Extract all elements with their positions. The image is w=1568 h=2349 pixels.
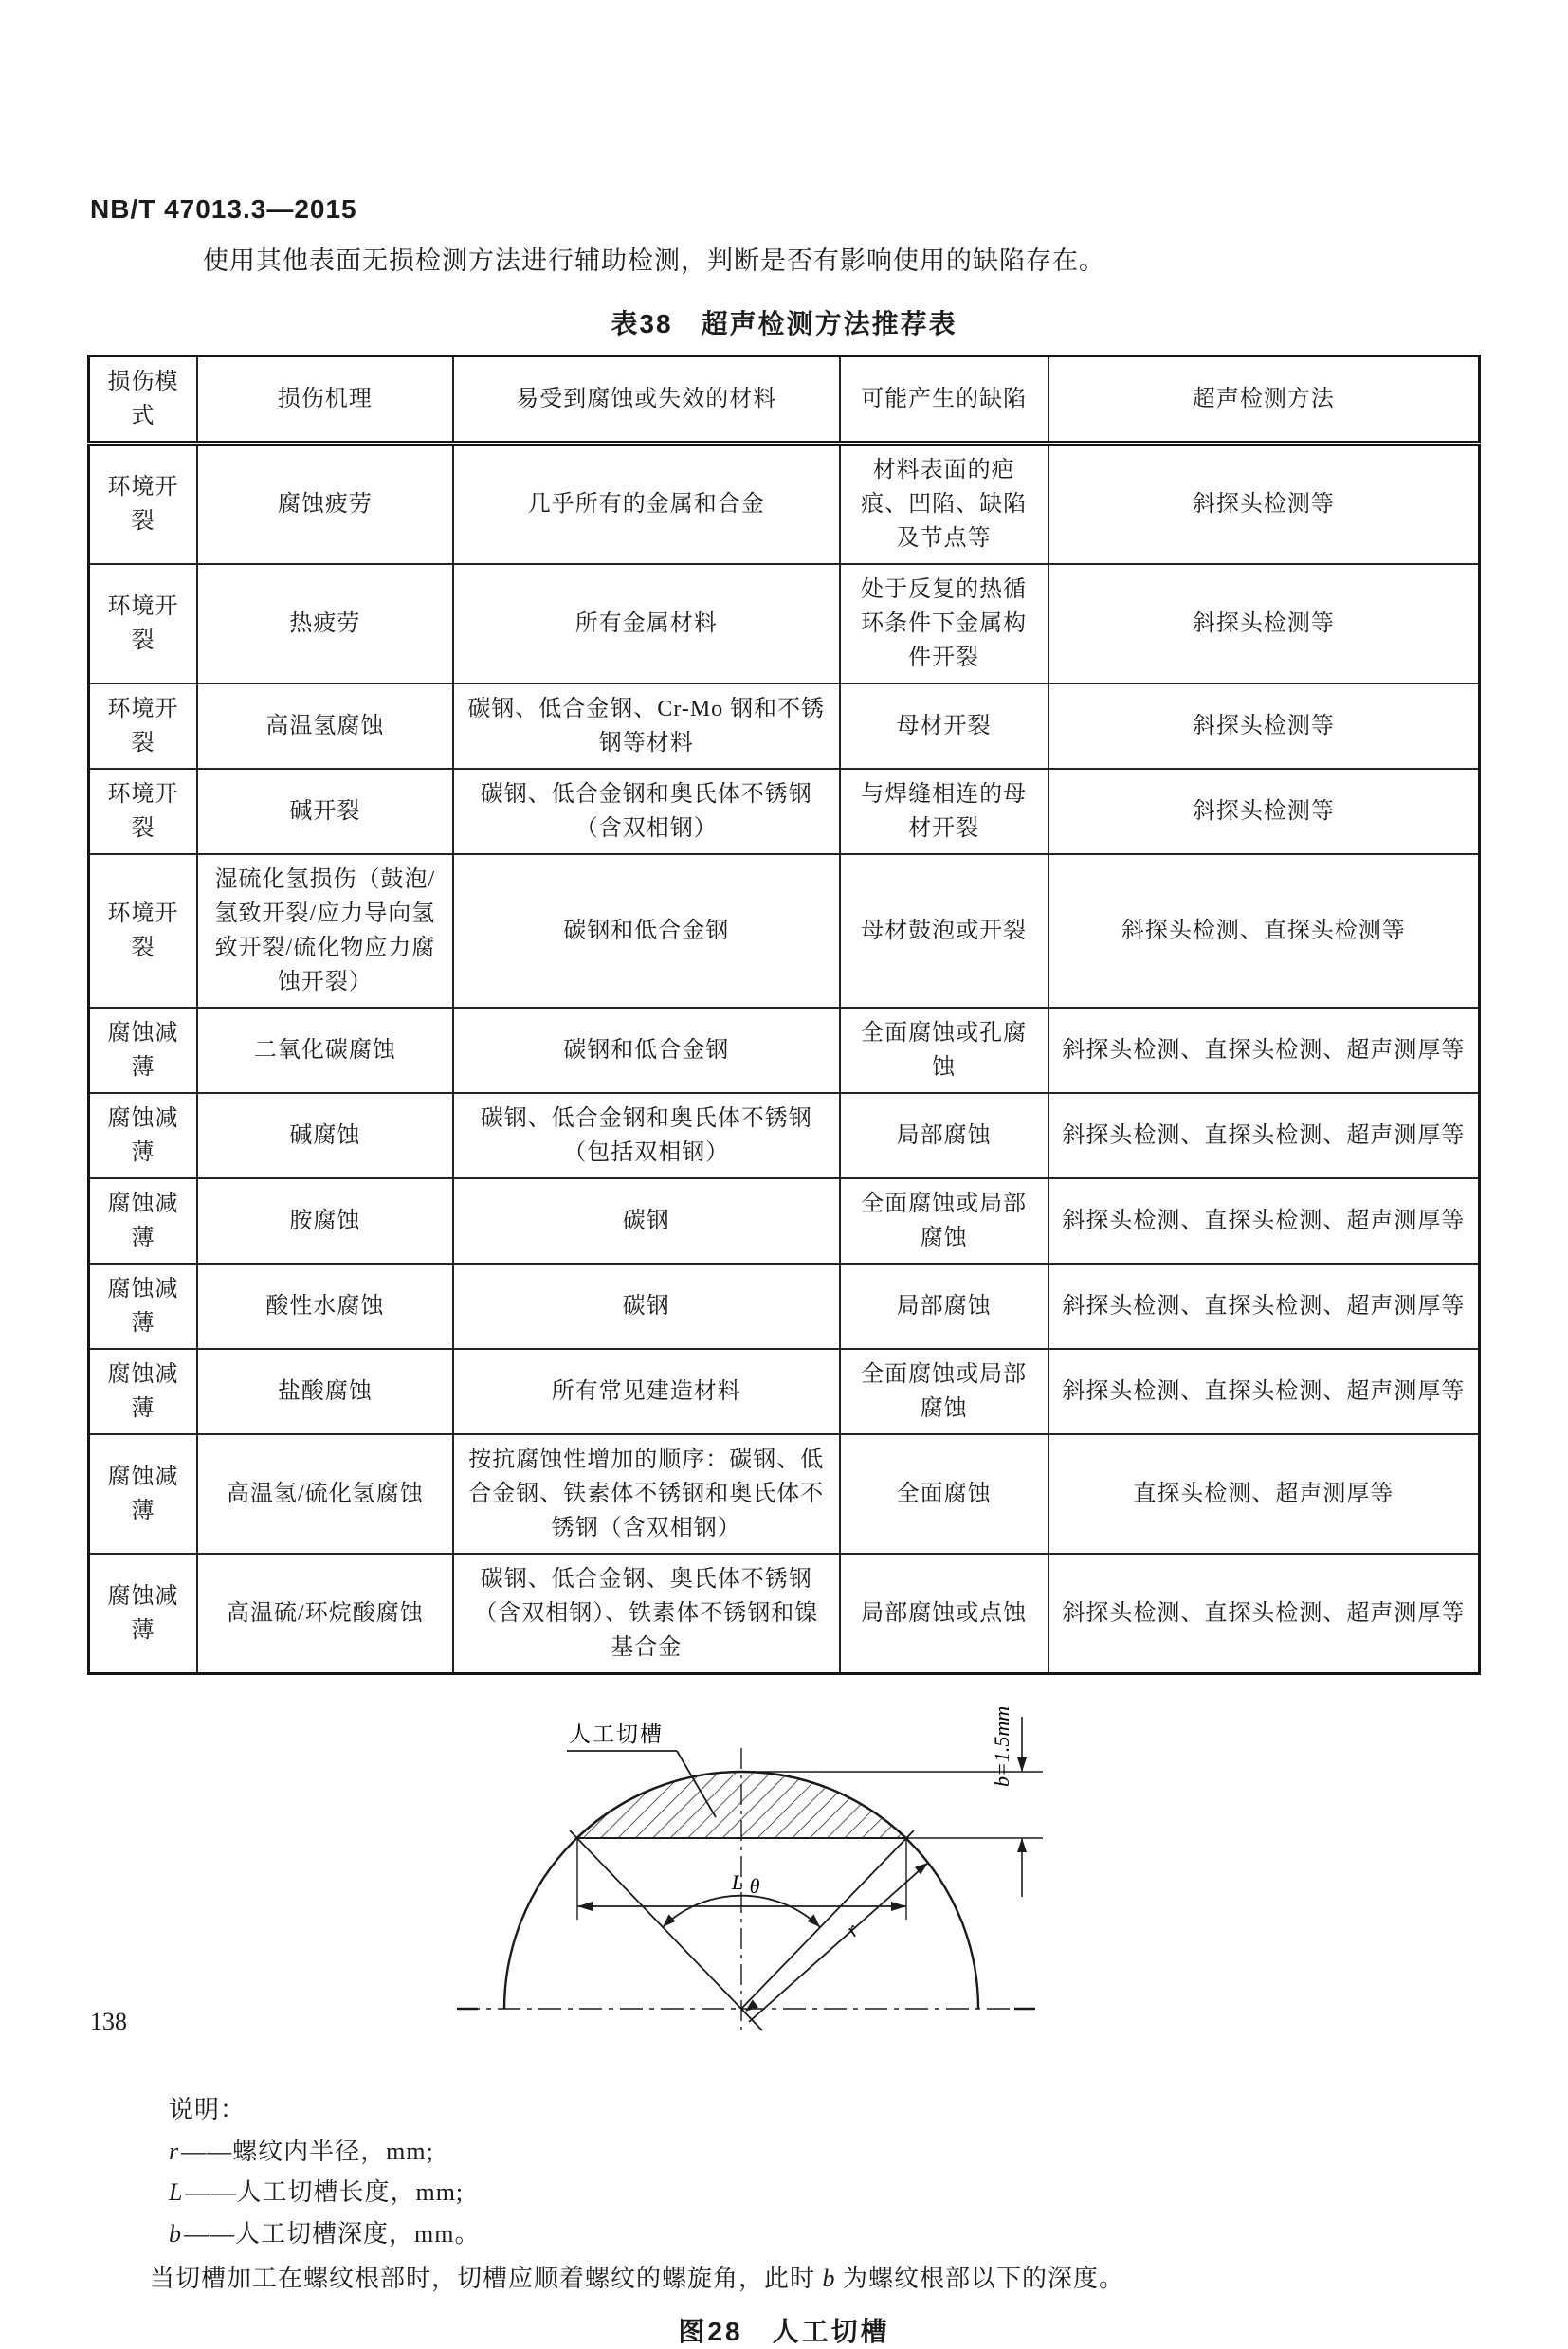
table-cell: 热疲劳	[197, 564, 453, 683]
table-cell: 腐蚀疲劳	[197, 444, 453, 565]
table-row	[89, 769, 1480, 854]
legend-text-L: ——人工切槽长度，mm;	[185, 2178, 465, 2207]
table-cell: 斜探头检测等	[1048, 564, 1480, 683]
table-cell: 二氧化碳腐蚀	[197, 1008, 453, 1093]
col-header-possible-defects: 可能产生的缺陷	[840, 356, 1048, 444]
table-cell: 碳钢、低合金钢和奥氏体不锈钢（含双相钢）	[453, 769, 840, 854]
table-cell: 全面腐蚀或局部腐蚀	[840, 1349, 1048, 1434]
groove-figure	[428, 1696, 1102, 2080]
figure-note	[150, 2259, 1568, 2294]
table-cell: 斜探头检测等	[1048, 769, 1480, 854]
table-cell: 全面腐蚀或孔腐蚀	[840, 1008, 1048, 1093]
table-cell: 碳钢、低合金钢和奥氏体不锈钢（包括双相钢）	[453, 1093, 840, 1178]
table-cell: 斜探头检测、直探头检测、超声测厚等	[1048, 1093, 1480, 1178]
table-row	[89, 1093, 1480, 1178]
table-cell: 碳钢、低合金钢、奥氏体不锈钢（含双相钢）、铁素体不锈钢和镍基合金	[453, 1554, 840, 1674]
table-cell: 腐蚀减薄	[89, 1349, 197, 1434]
table-cell: 碳钢和低合金钢	[453, 1008, 840, 1093]
standard-number: NB/T 47013.3—2015	[90, 194, 357, 224]
table-cell: 高温氢/硫化氢腐蚀	[197, 1434, 453, 1554]
theta-left-leg	[570, 1830, 762, 2030]
table-cell: 斜探头检测、直探头检测、超声测厚等	[1048, 1178, 1480, 1264]
table-body	[89, 444, 1480, 1674]
note-pre: 当切槽加工在螺纹根部时，切槽应顺着螺纹的螺旋角，此时	[150, 2264, 823, 2292]
table-cell: 直探头检测、超声测厚等	[1048, 1434, 1480, 1554]
table-header-row	[89, 356, 1480, 444]
table-row	[89, 1264, 1480, 1349]
radius-line	[749, 1863, 928, 2022]
table-cell: 腐蚀减薄	[89, 1434, 197, 1554]
table-cell: 材料表面的疤痕、凹陷、缺陷及节点等	[840, 444, 1048, 565]
table-cell: 局部腐蚀或点蚀	[840, 1554, 1048, 1674]
note-post: 为螺纹根部以下的深度。	[835, 2264, 1125, 2292]
table-row	[89, 854, 1480, 1008]
table-cell: 全面腐蚀	[840, 1434, 1048, 1554]
theta-right-leg	[741, 1830, 914, 2009]
table-cell: 母材开裂	[840, 683, 1048, 769]
legend-symbol-b: b	[169, 2220, 182, 2249]
groove-callout-label: 人工切槽	[569, 1722, 664, 1746]
L-label: L	[731, 1870, 744, 1894]
table-cell: 腐蚀减薄	[89, 1178, 197, 1264]
table-cell: 腐蚀减薄	[89, 1008, 197, 1093]
table-cell: 碳钢	[453, 1178, 840, 1264]
table-cell: 局部腐蚀	[840, 1093, 1048, 1178]
table-cell: 盐酸腐蚀	[197, 1349, 453, 1434]
b-arrowhead-top	[1017, 1757, 1027, 1772]
radius-label: r	[841, 1918, 864, 1941]
table-cell: 碳钢和低合金钢	[453, 854, 840, 1008]
table-cell: 几乎所有的金属和合金	[453, 444, 840, 565]
col-header-materials: 易受到腐蚀或失效的材料	[453, 356, 840, 444]
table-row	[89, 683, 1480, 769]
legend-item-b	[169, 2213, 1568, 2255]
legend-item-r	[169, 2131, 1568, 2173]
table-cell: 母材鼓泡或开裂	[840, 854, 1048, 1008]
table-row	[89, 1554, 1480, 1674]
legend-text-r: ——螺纹内半径，mm;	[181, 2137, 434, 2165]
table-cell: 斜探头检测、直探头检测、超声测厚等	[1048, 1264, 1480, 1349]
table-cell: 湿硫化氢损伤（鼓泡/氢致开裂/应力导向氢致开裂/硫化物应力腐蚀开裂）	[197, 854, 453, 1008]
note-symbol: b	[822, 2264, 836, 2292]
table-cell: 碱开裂	[197, 769, 453, 854]
table-cell: 腐蚀减薄	[89, 1264, 197, 1349]
table-cell: 环境开裂	[89, 769, 197, 854]
table-cell: 高温硫/环烷酸腐蚀	[197, 1554, 453, 1674]
table-cell: 所有金属材料	[453, 564, 840, 683]
table-cell: 酸性水腐蚀	[197, 1264, 453, 1349]
groove-diagram	[428, 1696, 1102, 2075]
table-cell: 斜探头检测等	[1048, 683, 1480, 769]
L-arrowhead-right	[891, 1902, 906, 1911]
b-arrowhead-bottom	[1017, 1838, 1027, 1852]
table-cell: 碳钢	[453, 1264, 840, 1349]
radius-arrowhead-inner	[745, 2000, 758, 2012]
table-cell: 胺腐蚀	[197, 1178, 453, 1264]
legend-text-b: ——人工切槽深度，mm。	[184, 2220, 481, 2249]
table-cell: 腐蚀减薄	[89, 1093, 197, 1178]
intro-paragraph: 使用其他表面无损检测方法进行辅助检测，判断是否有影响使用的缺陷存在。	[203, 246, 1105, 275]
col-header-damage-mechanism: 损伤机理	[197, 356, 453, 444]
legend-symbol-r: r	[169, 2137, 180, 2165]
table-row	[89, 444, 1480, 565]
table-cell: 高温氢腐蚀	[197, 683, 453, 769]
b-dimension-label: b=1.5mm	[990, 1705, 1013, 1787]
col-header-damage-mode: 损伤模式	[89, 356, 197, 444]
L-arrowhead-left	[577, 1902, 593, 1911]
theta-label: θ	[749, 1874, 760, 1898]
theta-arrowhead-left	[663, 1914, 676, 1927]
figure-legend	[169, 2089, 1568, 2255]
table-cell: 按抗腐蚀性增加的顺序：碳钢、低合金钢、铁素体不锈钢和奥氏体不锈钢（含双相钢）	[453, 1434, 840, 1554]
figure-caption: 图28 人工切槽	[678, 2316, 890, 2346]
legend-symbol-L: L	[169, 2178, 184, 2207]
table-row	[89, 1434, 1480, 1554]
table-cell: 斜探头检测、直探头检测、超声测厚等	[1048, 1349, 1480, 1434]
table-row	[89, 1008, 1480, 1093]
col-header-ut-method: 超声检测方法	[1048, 356, 1480, 444]
table-cell: 碳钢、低合金钢、Cr-Mo 钢和不锈钢等材料	[453, 683, 840, 769]
table-cell: 碱腐蚀	[197, 1093, 453, 1178]
page-number: 138	[90, 2008, 127, 2035]
table-cell: 与焊缝相连的母材开裂	[840, 769, 1048, 854]
table-cell: 环境开裂	[89, 444, 197, 565]
table-cell: 环境开裂	[89, 564, 197, 683]
table-cell: 环境开裂	[89, 854, 197, 1008]
table-row	[89, 1349, 1480, 1434]
legend-item-L	[169, 2172, 1568, 2213]
table-cell: 所有常见建造材料	[453, 1349, 840, 1434]
legend-heading: 说明：	[169, 2096, 246, 2123]
ultrasonic-method-table	[87, 355, 1481, 1675]
table-title: 表38 超声检测方法推荐表	[611, 309, 957, 338]
table-cell: 斜探头检测、直探头检测等	[1048, 854, 1480, 1008]
table-row	[89, 1178, 1480, 1264]
table-cell: 腐蚀减薄	[89, 1554, 197, 1674]
table-cell: 处于反复的热循环条件下金属构件开裂	[840, 564, 1048, 683]
table-cell: 斜探头检测、直探头检测、超声测厚等	[1048, 1008, 1480, 1093]
table-cell: 斜探头检测等	[1048, 444, 1480, 565]
table-cell: 全面腐蚀或局部腐蚀	[840, 1178, 1048, 1264]
table-row	[89, 564, 1480, 683]
table-cell: 斜探头检测、直探头检测、超声测厚等	[1048, 1554, 1480, 1674]
theta-arrowhead-right	[808, 1914, 821, 1927]
table-cell: 局部腐蚀	[840, 1264, 1048, 1349]
table-cell: 环境开裂	[89, 683, 197, 769]
